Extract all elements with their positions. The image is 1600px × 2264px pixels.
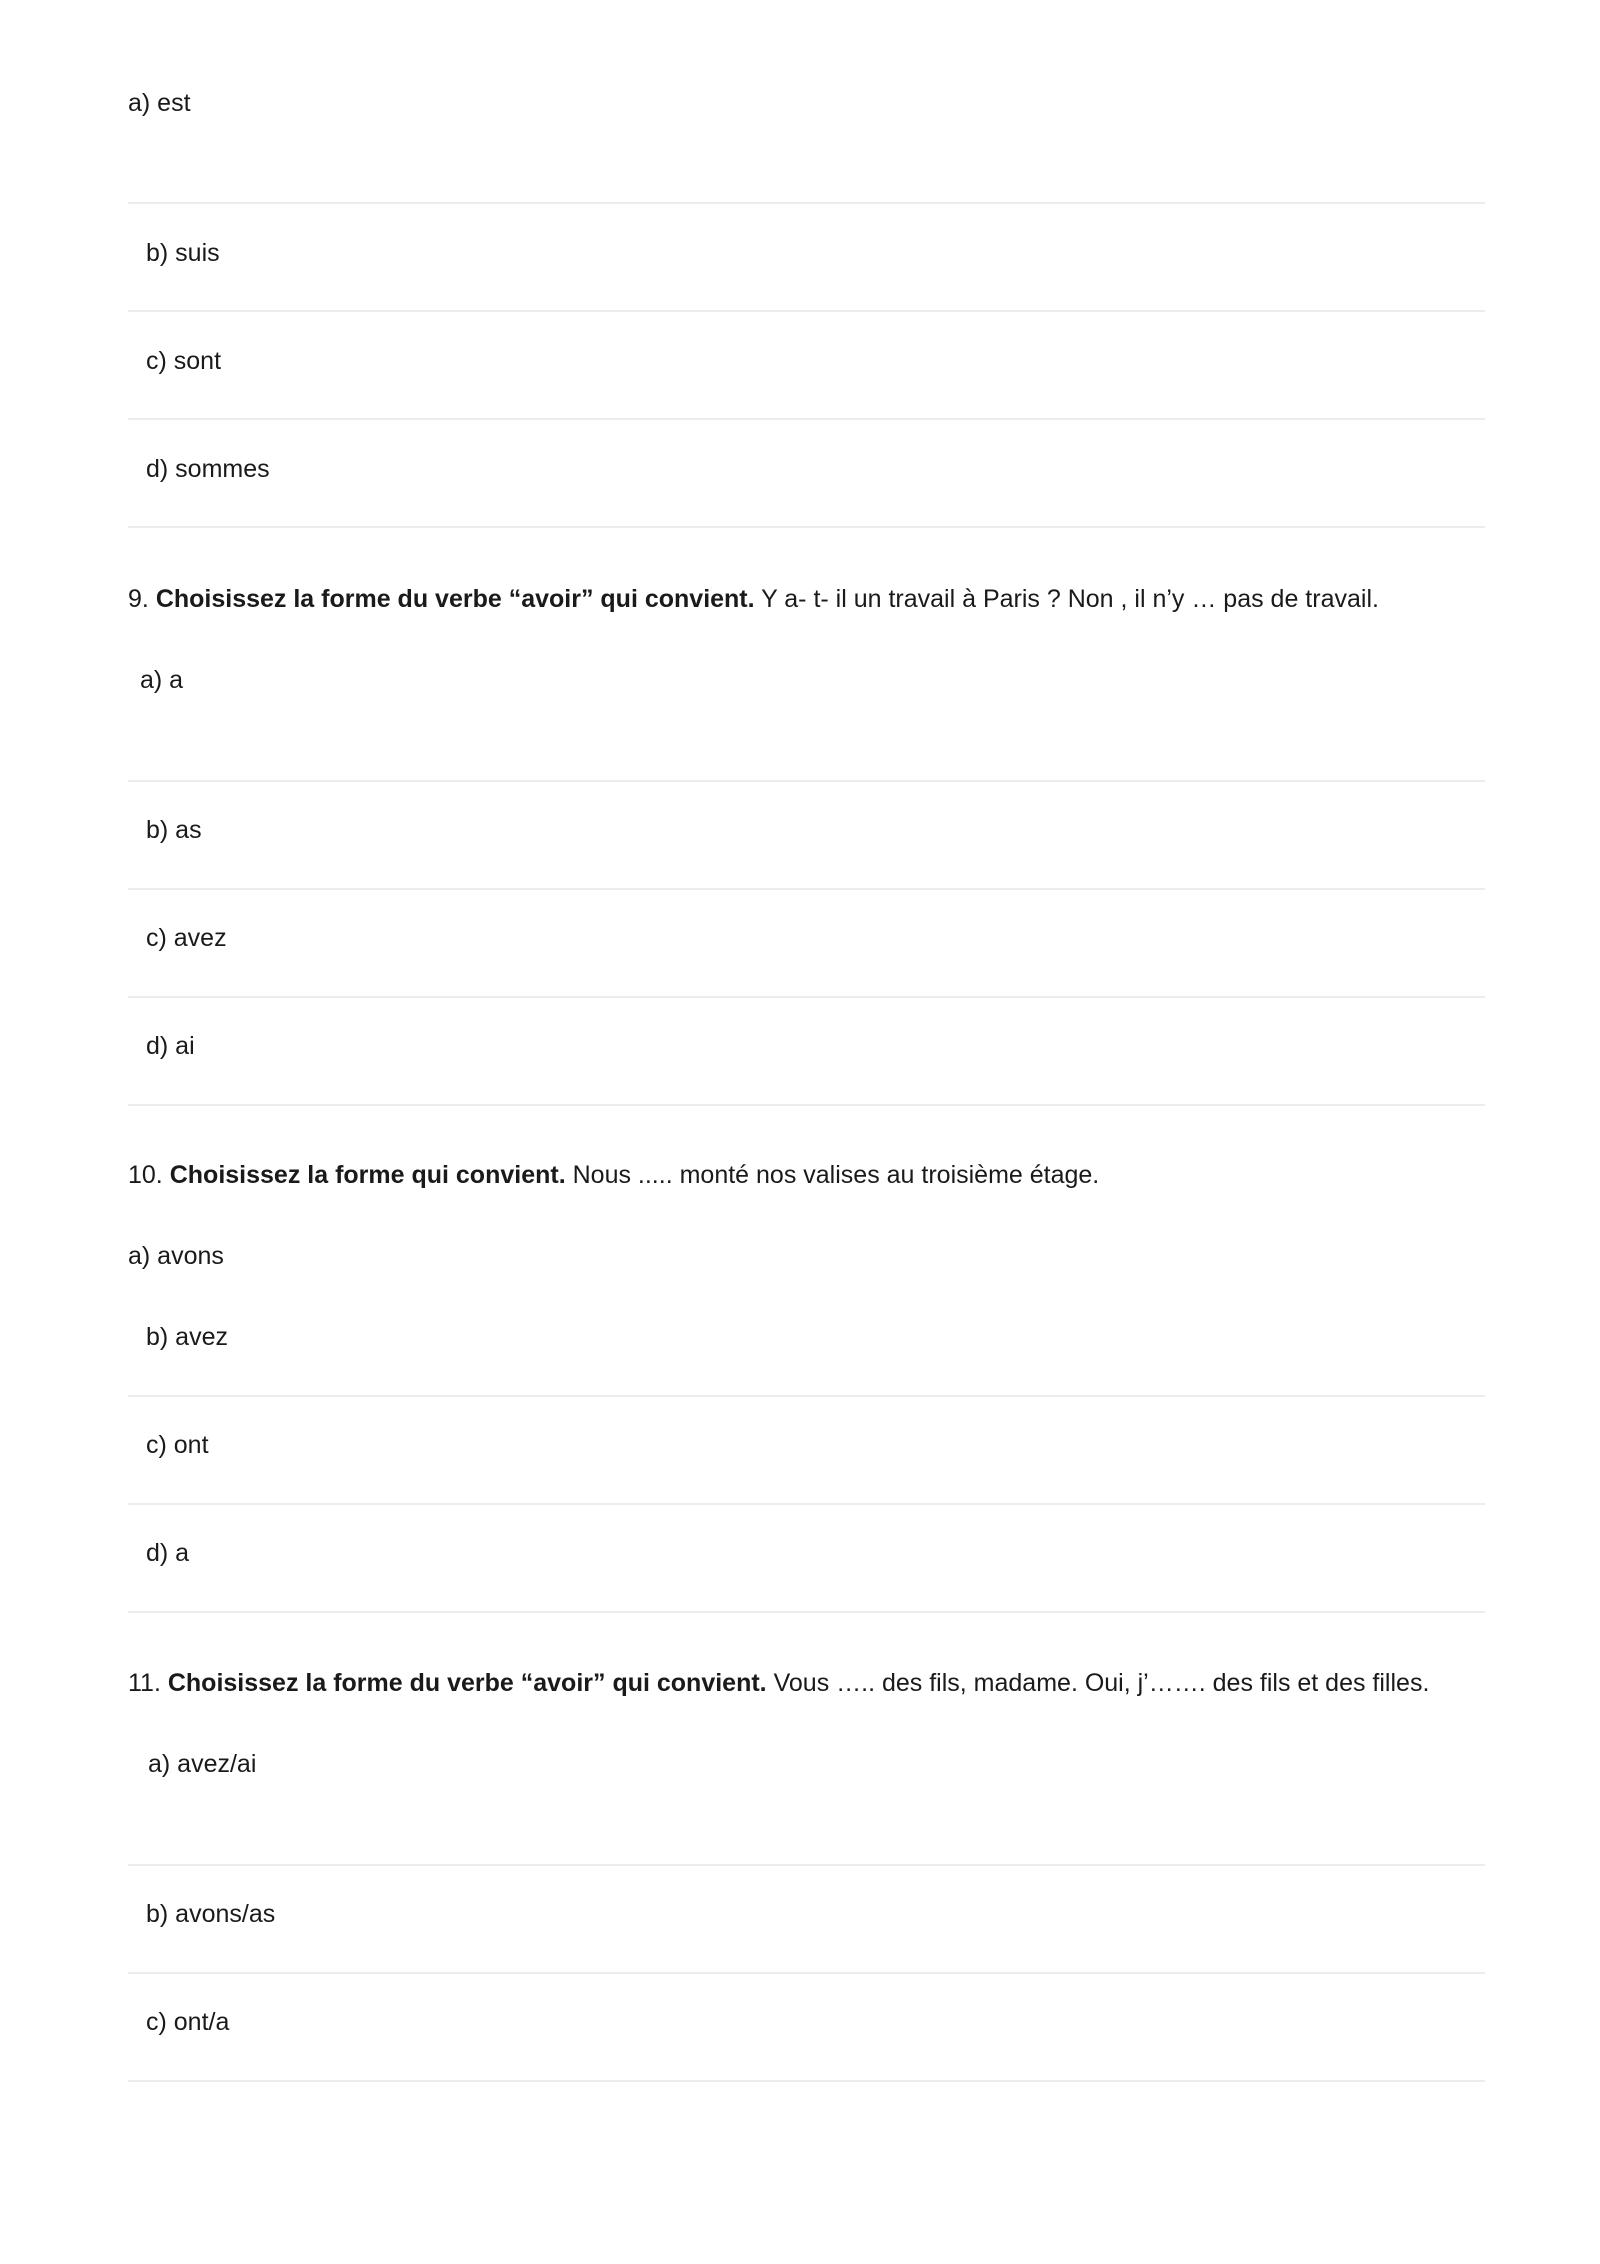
divider	[128, 1503, 1485, 1505]
q11-option-b[interactable]: b) avons/as	[146, 1900, 276, 1928]
q9-option-b[interactable]: b) as	[146, 816, 202, 844]
question-sentence: Y a- t- il un travail à Paris ? Non , il n’y … pas de travail.	[761, 585, 1379, 613]
divider	[128, 2080, 1485, 2082]
question-number: 11.	[128, 1669, 161, 1697]
divider	[128, 1611, 1485, 1613]
q10-option-b[interactable]: b) avez	[146, 1323, 228, 1351]
question-number: 9.	[128, 585, 149, 613]
question-11	[128, 1668, 1429, 1698]
question-instruction: Choisissez la forme qui convient.	[169, 1161, 566, 1189]
divider	[128, 996, 1485, 998]
q11-option-a[interactable]: a) avez/ai	[148, 1750, 257, 1778]
question-9	[128, 584, 1379, 614]
question-sentence: Vous ….. des fils, madame. Oui, j’……. des fils et des filles.	[773, 1669, 1430, 1697]
divider	[128, 202, 1485, 204]
q9-option-a[interactable]: a) a	[140, 666, 184, 694]
q11-option-c[interactable]: c) ont/a	[146, 2008, 230, 2036]
divider	[128, 1864, 1485, 1866]
question-sentence: Nous ..... monté nos valises au troisième étage.	[572, 1161, 1100, 1189]
divider	[128, 888, 1485, 890]
divider	[128, 1104, 1485, 1106]
q10-option-a[interactable]: a) avons	[128, 1242, 224, 1270]
q8-option-c[interactable]: c) sont	[146, 347, 222, 375]
q10-option-d[interactable]: d) a	[146, 1539, 190, 1567]
q8-option-a[interactable]: a) est	[128, 89, 191, 117]
q8-option-d[interactable]: d) sommes	[146, 455, 270, 483]
q9-option-c[interactable]: c) avez	[146, 924, 227, 952]
divider	[128, 1972, 1485, 1974]
divider	[128, 526, 1485, 528]
question-number: 10.	[128, 1161, 163, 1189]
question-instruction: Choisissez la forme du verbe “avoir” qui convient.	[155, 585, 755, 613]
q8-option-b[interactable]: b) suis	[146, 239, 220, 267]
q10-option-c[interactable]: c) ont	[146, 1431, 209, 1459]
question-instruction: Choisissez la forme du verbe “avoir” qui convient.	[167, 1669, 767, 1697]
q9-option-d[interactable]: d) ai	[146, 1032, 195, 1060]
divider	[128, 418, 1485, 420]
divider	[128, 1395, 1485, 1397]
divider	[128, 780, 1485, 782]
divider	[128, 310, 1485, 312]
question-10	[128, 1160, 1099, 1190]
